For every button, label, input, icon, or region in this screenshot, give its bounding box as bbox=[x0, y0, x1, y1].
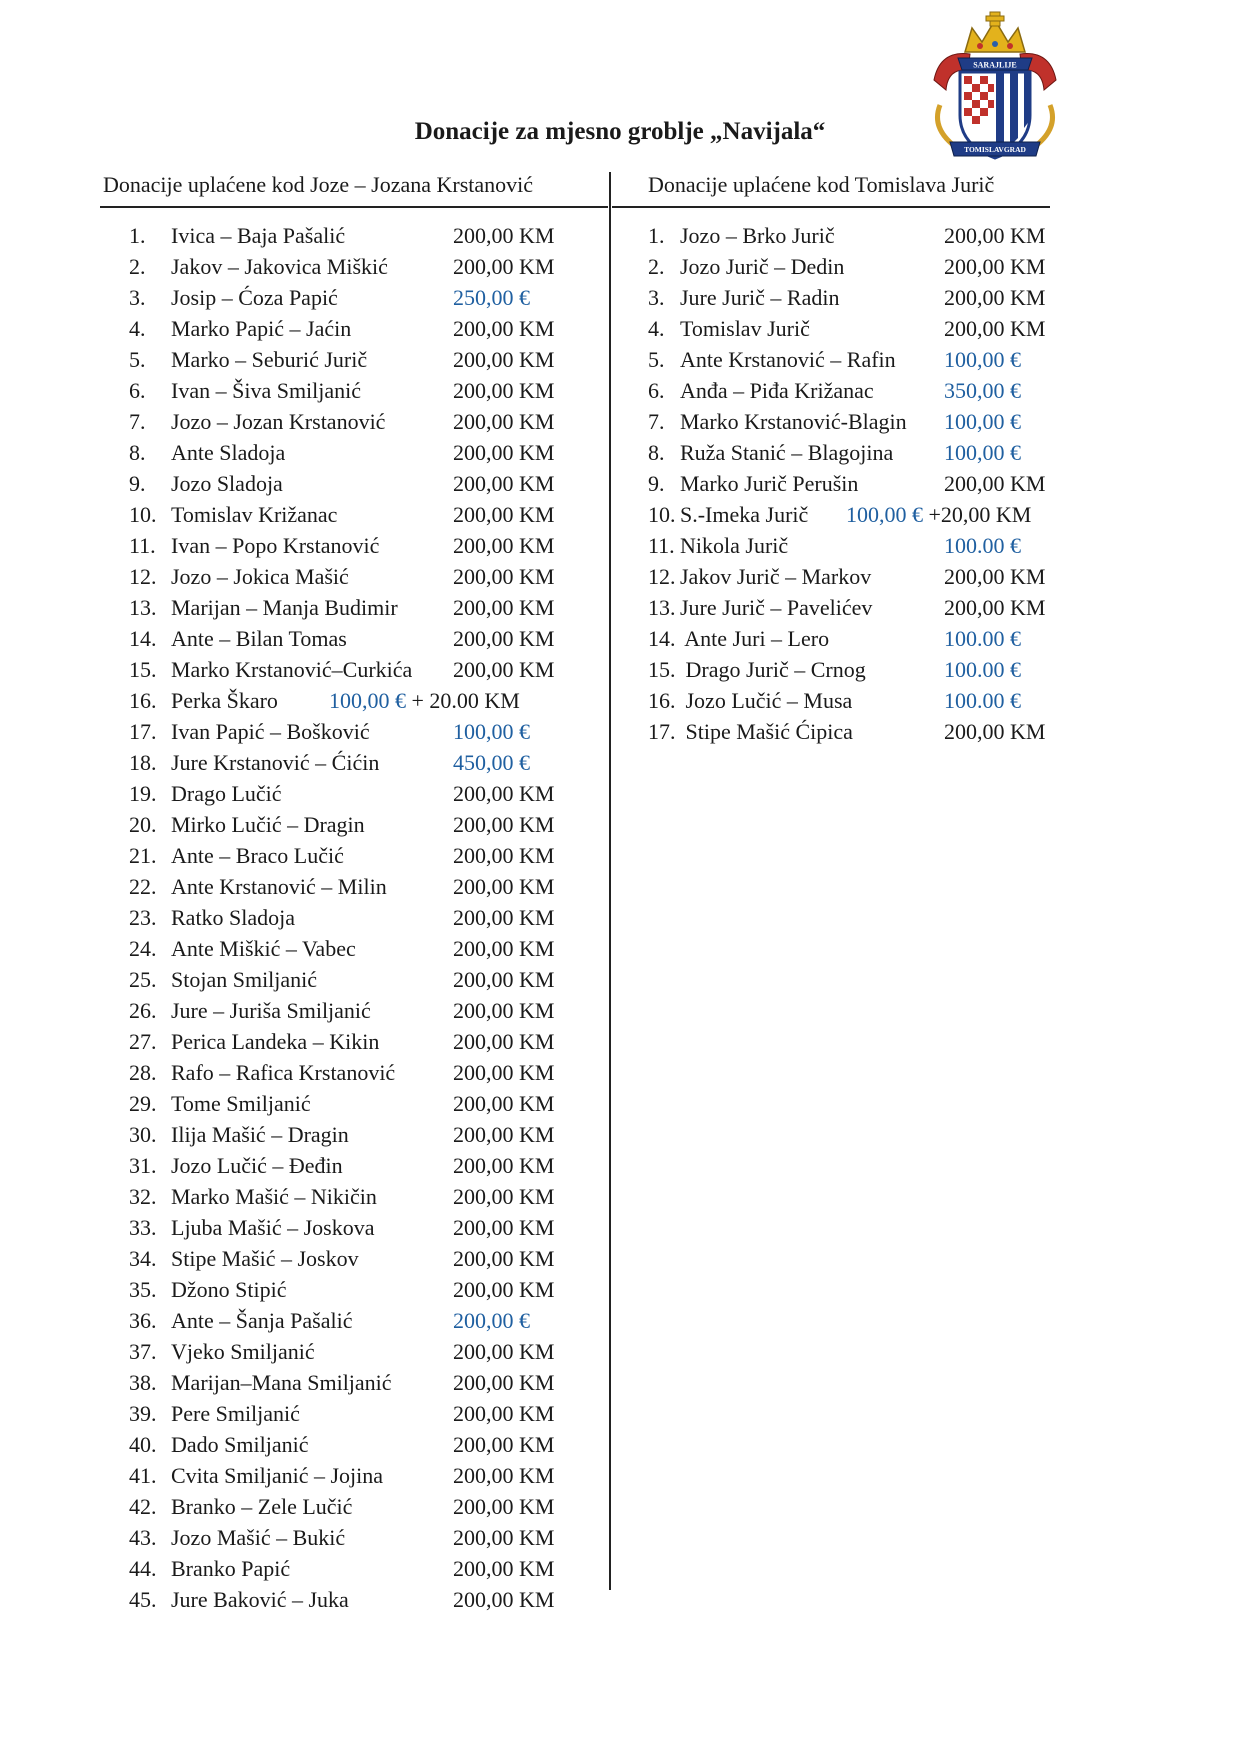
right-column-header: Donacije uplaćene kod Tomislava Jurič bbox=[648, 172, 995, 197]
donation-amount: 200,00 KM bbox=[453, 440, 555, 465]
donor-name: Drago Lučić bbox=[171, 781, 282, 806]
donation-amount: 200,00 KM bbox=[453, 378, 555, 403]
donor-number: 21. bbox=[129, 843, 157, 868]
donor-number: 41. bbox=[129, 1463, 157, 1488]
donation-amount: 100.00 € bbox=[944, 626, 1021, 651]
donor-row bbox=[129, 933, 589, 964]
donor-number: 26. bbox=[129, 998, 157, 1023]
donation-amount: 100,00 € bbox=[944, 347, 1021, 372]
donor-number: 24. bbox=[129, 936, 157, 961]
donation-amount: 200,00 KM bbox=[453, 564, 555, 589]
donation-amount: 200,00 KM bbox=[453, 843, 555, 868]
donation-amount: 200,00 KM bbox=[453, 657, 555, 682]
donor-row bbox=[129, 1491, 589, 1522]
donor-number: 43. bbox=[129, 1525, 157, 1550]
donor-row bbox=[129, 840, 589, 871]
donor-row bbox=[129, 313, 589, 344]
donor-row bbox=[129, 1150, 589, 1181]
donor-row bbox=[129, 1584, 589, 1615]
donation-amount-km: + 20.00 KM bbox=[406, 688, 520, 713]
donor-number: 32. bbox=[129, 1184, 157, 1209]
donation-amount: 200,00 KM bbox=[453, 1556, 555, 1581]
donor-row bbox=[129, 1398, 589, 1429]
donation-amount: 200,00 KM bbox=[453, 347, 555, 372]
left-donor-list bbox=[129, 220, 589, 1615]
donor-number: 20. bbox=[129, 812, 157, 837]
donor-name: Tomislav Jurič bbox=[680, 316, 810, 341]
donor-name: Jakov Jurič – Markov bbox=[680, 564, 872, 589]
donor-name: Ante – Bilan Tomas bbox=[171, 626, 347, 651]
donor-number: 4. bbox=[129, 316, 146, 341]
donor-number: 33. bbox=[129, 1215, 157, 1240]
donor-row bbox=[129, 1553, 589, 1584]
donor-number: 44. bbox=[129, 1556, 157, 1581]
donor-row bbox=[129, 561, 589, 592]
donor-name: Pere Smiljanić bbox=[171, 1401, 300, 1426]
right-donor-list bbox=[648, 220, 1068, 747]
donor-row bbox=[129, 344, 589, 375]
donor-row bbox=[648, 437, 1068, 468]
donor-name: Jozo Sladoja bbox=[171, 471, 283, 496]
donor-name: Branko Papić bbox=[171, 1556, 291, 1581]
donor-number: 4. bbox=[648, 316, 665, 341]
donor-name: Drago Jurič – Crnog bbox=[680, 657, 866, 682]
donor-name: Marko – Seburić Jurič bbox=[171, 347, 368, 372]
donation-amount: 200,00 KM bbox=[944, 254, 1046, 279]
donation-amount: 200,00 KM bbox=[453, 781, 555, 806]
document-title: Donacije za mjesno groblje „Navijala“ bbox=[414, 118, 826, 145]
donor-number: 15. bbox=[648, 657, 676, 682]
donor-row bbox=[129, 871, 589, 902]
donor-name: Džono Stipić bbox=[171, 1277, 287, 1302]
donor-name: Dado Smiljanić bbox=[171, 1432, 309, 1457]
donor-number: 10. bbox=[129, 502, 157, 527]
donor-name: Tome Smiljanić bbox=[171, 1091, 311, 1116]
donation-amount: 200,00 KM bbox=[453, 1184, 555, 1209]
donor-row bbox=[129, 592, 589, 623]
donor-row bbox=[129, 1057, 589, 1088]
donor-number: 37. bbox=[129, 1339, 157, 1364]
donation-amount-euro: 100,00 € bbox=[329, 688, 406, 713]
donor-number: 12. bbox=[129, 564, 157, 589]
donor-name: Cvita Smiljanić – Jojina bbox=[171, 1463, 384, 1488]
donation-amount: 200,00 KM bbox=[453, 223, 555, 248]
donor-name: Ante – Braco Lučić bbox=[171, 843, 344, 868]
donor-name: Stipe Mašić Ćipica bbox=[680, 719, 853, 744]
donor-number: 7. bbox=[648, 409, 665, 434]
donor-row bbox=[129, 1026, 589, 1057]
donor-name: Ivica – Baja Pašalić bbox=[171, 223, 346, 248]
donation-amount: 350,00 € bbox=[944, 378, 1021, 403]
donor-row bbox=[129, 1367, 589, 1398]
donor-name: Jozo Lučić – Đeđin bbox=[171, 1153, 343, 1178]
donor-row bbox=[648, 499, 1068, 530]
donor-name: Ivan – Šiva Smiljanić bbox=[171, 378, 362, 403]
donor-row bbox=[129, 654, 589, 685]
donor-row bbox=[129, 995, 589, 1026]
donation-amount: 200,00 € bbox=[453, 1308, 530, 1333]
donor-number: 16. bbox=[129, 688, 157, 713]
donor-name: Ljuba Mašić – Joskova bbox=[171, 1215, 375, 1240]
donor-row bbox=[129, 530, 589, 561]
donor-row bbox=[129, 375, 589, 406]
donor-row bbox=[129, 964, 589, 995]
donor-number: 9. bbox=[129, 471, 146, 496]
left-header-underline bbox=[100, 206, 608, 208]
donor-name: Nikola Jurič bbox=[680, 533, 789, 558]
donation-amount: 200,00 KM bbox=[453, 254, 555, 279]
donor-row bbox=[648, 468, 1068, 499]
donor-number: 23. bbox=[129, 905, 157, 930]
donation-amount: 200,00 KM bbox=[453, 409, 555, 434]
donor-row bbox=[648, 344, 1068, 375]
donation-amount: 200,00 KM bbox=[453, 471, 555, 496]
donor-name: Marijan – Manja Budimir bbox=[171, 595, 398, 620]
donor-name: Stojan Smiljanić bbox=[171, 967, 318, 992]
donation-amount: 200,00 KM bbox=[453, 1060, 555, 1085]
donor-row bbox=[129, 499, 589, 530]
donor-number: 38. bbox=[129, 1370, 157, 1395]
right-header-underline bbox=[612, 206, 1050, 208]
donor-row bbox=[648, 654, 1068, 685]
donor-row bbox=[129, 716, 589, 747]
donor-number: 6. bbox=[129, 378, 146, 403]
donation-amount: 200,00 KM bbox=[453, 1432, 555, 1457]
donation-amount: 100,00 € bbox=[944, 409, 1021, 434]
donation-amount: 200,00 KM bbox=[944, 285, 1046, 310]
donor-row bbox=[129, 685, 589, 716]
donor-row bbox=[129, 902, 589, 933]
donor-name: Ruža Stanić – Blagojina bbox=[680, 440, 894, 465]
donor-row bbox=[648, 220, 1068, 251]
donation-amount: 200,00 KM bbox=[453, 1215, 555, 1240]
donor-name: Tomislav Križanac bbox=[171, 502, 338, 527]
donor-name: Jure Jurič – Radin bbox=[680, 285, 840, 310]
donor-name: Marko Krstanović-Blagin bbox=[680, 409, 907, 434]
donor-name: Jozo – Jozan Krstanović bbox=[171, 409, 386, 434]
donor-number: 35. bbox=[129, 1277, 157, 1302]
donor-name: Ante Miškić – Vabec bbox=[171, 936, 356, 961]
donor-row bbox=[129, 623, 589, 654]
donor-row bbox=[129, 1243, 589, 1274]
svg-text:TOMISLAVGRAD: TOMISLAVGRAD bbox=[964, 145, 1026, 154]
donation-amount: 200,00 KM bbox=[453, 1339, 555, 1364]
donor-number: 15. bbox=[129, 657, 157, 682]
donor-row bbox=[129, 809, 589, 840]
donation-amount: 450,00 € bbox=[453, 750, 530, 775]
donor-row bbox=[129, 282, 589, 313]
donor-number: 17. bbox=[129, 719, 157, 744]
donor-name: Perica Landeka – Kikin bbox=[171, 1029, 380, 1054]
donor-number: 17. bbox=[648, 719, 676, 744]
donation-amount bbox=[329, 685, 520, 716]
donor-row bbox=[648, 406, 1068, 437]
donor-name: Ante – Šanja Pašalić bbox=[171, 1308, 353, 1333]
donor-number: 42. bbox=[129, 1494, 157, 1519]
donor-number: 3. bbox=[648, 285, 665, 310]
donor-name: Jure – Juriša Smiljanić bbox=[171, 998, 371, 1023]
donor-name: Jure Krstanović – Ćićin bbox=[171, 750, 380, 775]
donor-number: 31. bbox=[129, 1153, 157, 1178]
donor-row bbox=[648, 251, 1068, 282]
donation-amount: 200,00 KM bbox=[453, 626, 555, 651]
donation-amount: 200,00 KM bbox=[453, 812, 555, 837]
donor-name: Marijan–Mana Smiljanić bbox=[171, 1370, 392, 1395]
donor-name: Jozo Jurič – Dedin bbox=[680, 254, 845, 279]
donor-row bbox=[129, 1429, 589, 1460]
donor-number: 34. bbox=[129, 1246, 157, 1271]
donation-amount: 200,00 KM bbox=[944, 316, 1046, 341]
donor-number: 13. bbox=[648, 595, 676, 620]
donor-number: 25. bbox=[129, 967, 157, 992]
donor-number: 8. bbox=[129, 440, 146, 465]
donor-row bbox=[648, 716, 1068, 747]
donor-name: Anđa – Piđa Križanac bbox=[680, 378, 874, 403]
svg-text:SARAJLIJE: SARAJLIJE bbox=[973, 60, 1017, 70]
donation-amount: 200,00 KM bbox=[453, 316, 555, 341]
donor-number: 27. bbox=[129, 1029, 157, 1054]
donor-row bbox=[648, 685, 1068, 716]
donor-name: Mirko Lučić – Dragin bbox=[171, 812, 365, 837]
donor-row bbox=[129, 1305, 589, 1336]
donor-row bbox=[129, 1119, 589, 1150]
donation-amount: 200,00 KM bbox=[453, 1122, 555, 1147]
donor-name: Jure Jurič – Pavelićev bbox=[680, 595, 873, 620]
donor-number: 39. bbox=[129, 1401, 157, 1426]
donor-name: Marko Krstanović–Curkića bbox=[171, 657, 413, 682]
donation-amount: 200,00 KM bbox=[944, 564, 1046, 589]
donor-row bbox=[129, 468, 589, 499]
donation-amount: 200,00 KM bbox=[453, 1401, 555, 1426]
donation-amount: 100,00 € bbox=[453, 719, 530, 744]
donor-name: Jure Baković – Juka bbox=[171, 1587, 349, 1612]
donor-number: 5. bbox=[648, 347, 665, 372]
donor-name: Jozo – Jokica Mašić bbox=[171, 564, 349, 589]
donation-amount: 100,00 € bbox=[944, 440, 1021, 465]
donation-amount: 200,00 KM bbox=[453, 1370, 555, 1395]
donor-name: Ivan Papić – Bošković bbox=[171, 719, 370, 744]
donor-number: 9. bbox=[648, 471, 665, 496]
donor-row bbox=[129, 220, 589, 251]
donor-name: Marko Mašić – Nikičin bbox=[171, 1184, 377, 1209]
donation-amount: 200,00 KM bbox=[453, 533, 555, 558]
donation-amount-km: +20,00 KM bbox=[923, 502, 1032, 527]
donor-row bbox=[129, 747, 589, 778]
donor-number: 19. bbox=[129, 781, 157, 806]
donor-number: 11. bbox=[129, 533, 156, 558]
donor-row bbox=[129, 1522, 589, 1553]
left-column-header: Donacije uplaćene kod Joze – Jozana Krstanović bbox=[103, 172, 534, 197]
donor-row bbox=[648, 623, 1068, 654]
donor-row bbox=[129, 1274, 589, 1305]
donation-amount: 200,00 KM bbox=[453, 595, 555, 620]
donor-number: 10. bbox=[648, 502, 676, 527]
donor-number: 28. bbox=[129, 1060, 157, 1085]
donation-amount-euro: 100,00 € bbox=[846, 502, 923, 527]
donor-name: Jozo – Brko Jurič bbox=[680, 223, 835, 248]
donor-name: Branko – Zele Lučić bbox=[171, 1494, 353, 1519]
donor-name: S.-Imeka Jurič bbox=[680, 502, 809, 527]
donation-amount: 200,00 KM bbox=[944, 595, 1046, 620]
donor-number: 5. bbox=[129, 347, 146, 372]
donation-amount: 200,00 KM bbox=[453, 936, 555, 961]
donor-row bbox=[129, 437, 589, 468]
donation-amount: 200,00 KM bbox=[453, 1277, 555, 1302]
donor-name: Ante Juri – Lero bbox=[680, 626, 830, 651]
donor-number: 1. bbox=[129, 223, 146, 248]
donor-row bbox=[129, 1088, 589, 1119]
donor-name: Jakov – Jakovica Miškić bbox=[171, 254, 388, 279]
donor-number: 36. bbox=[129, 1308, 157, 1333]
donor-row bbox=[648, 530, 1068, 561]
donor-number: 1. bbox=[648, 223, 665, 248]
donor-row bbox=[129, 1460, 589, 1491]
donor-number: 14. bbox=[648, 626, 676, 651]
donation-amount: 200,00 KM bbox=[944, 223, 1046, 248]
donor-number: 8. bbox=[648, 440, 665, 465]
donor-number: 14. bbox=[129, 626, 157, 651]
donor-name: Ante Krstanović – Milin bbox=[171, 874, 387, 899]
donor-number: 12. bbox=[648, 564, 676, 589]
donation-amount: 100.00 € bbox=[944, 657, 1021, 682]
donor-name: Marko Papić – Jaćin bbox=[171, 316, 352, 341]
donor-row bbox=[648, 592, 1068, 623]
donation-amount: 200,00 KM bbox=[453, 1525, 555, 1550]
donation-amount: 200,00 KM bbox=[944, 719, 1046, 744]
donation-amount: 200,00 KM bbox=[453, 1587, 555, 1612]
donor-row bbox=[648, 561, 1068, 592]
donor-row bbox=[129, 1212, 589, 1243]
donation-amount: 200,00 KM bbox=[453, 1246, 555, 1271]
donor-number: 7. bbox=[129, 409, 146, 434]
donor-number: 6. bbox=[648, 378, 665, 403]
donor-row bbox=[129, 1336, 589, 1367]
donor-number: 22. bbox=[129, 874, 157, 899]
donor-row bbox=[648, 282, 1068, 313]
donation-amount bbox=[846, 499, 1031, 530]
donation-amount: 200,00 KM bbox=[453, 905, 555, 930]
donation-amount: 200,00 KM bbox=[453, 1494, 555, 1519]
donation-amount: 100.00 € bbox=[944, 533, 1021, 558]
column-divider bbox=[609, 172, 611, 1590]
donation-amount: 200,00 KM bbox=[453, 1091, 555, 1116]
donor-number: 45. bbox=[129, 1587, 157, 1612]
donation-amount: 250,00 € bbox=[453, 285, 530, 310]
donor-number: 2. bbox=[129, 254, 146, 279]
donation-amount: 200,00 KM bbox=[453, 874, 555, 899]
donor-name: Jozo Mašić – Bukić bbox=[171, 1525, 346, 1550]
donor-number: 3. bbox=[129, 285, 146, 310]
donor-number: 40. bbox=[129, 1432, 157, 1457]
donor-row bbox=[129, 406, 589, 437]
donation-amount: 200,00 KM bbox=[944, 471, 1046, 496]
donor-name: Ratko Sladoja bbox=[171, 905, 296, 930]
donor-number: 13. bbox=[129, 595, 157, 620]
donation-amount: 200,00 KM bbox=[453, 502, 555, 527]
donor-number: 30. bbox=[129, 1122, 157, 1147]
donor-name: Stipe Mašić – Joskov bbox=[171, 1246, 359, 1271]
donor-name: Ante Krstanović – Rafin bbox=[680, 347, 896, 372]
donor-number: 11. bbox=[648, 533, 675, 558]
donor-name: Rafo – Rafica Krstanović bbox=[171, 1060, 396, 1085]
donor-row bbox=[648, 375, 1068, 406]
donor-number: 2. bbox=[648, 254, 665, 279]
donor-number: 16. bbox=[648, 688, 676, 713]
donor-name: Ivan – Popo Krstanović bbox=[171, 533, 380, 558]
donor-name: Perka Škaro bbox=[171, 688, 278, 713]
donation-amount: 200,00 KM bbox=[453, 1153, 555, 1178]
donor-name: Ante Sladoja bbox=[171, 440, 286, 465]
donor-number: 18. bbox=[129, 750, 157, 775]
donor-number: 29. bbox=[129, 1091, 157, 1116]
donor-name: Jozo Lučić – Musa bbox=[680, 688, 853, 713]
donor-row bbox=[129, 778, 589, 809]
donor-name: Josip – Ćoza Papić bbox=[171, 285, 338, 310]
donor-row bbox=[648, 313, 1068, 344]
donation-amount: 200,00 KM bbox=[453, 967, 555, 992]
donation-amount: 200,00 KM bbox=[453, 1029, 555, 1054]
donor-row bbox=[129, 1181, 589, 1212]
donor-row bbox=[129, 251, 589, 282]
donation-amount: 200,00 KM bbox=[453, 998, 555, 1023]
donor-name: Vjeko Smiljanić bbox=[171, 1339, 315, 1364]
donor-name: Ilija Mašić – Dragin bbox=[171, 1122, 349, 1147]
donation-amount: 200,00 KM bbox=[453, 1463, 555, 1488]
donation-amount: 100.00 € bbox=[944, 688, 1021, 713]
donor-name: Marko Jurič Perušin bbox=[680, 471, 859, 496]
coat-of-arms-logo bbox=[920, 10, 1070, 170]
